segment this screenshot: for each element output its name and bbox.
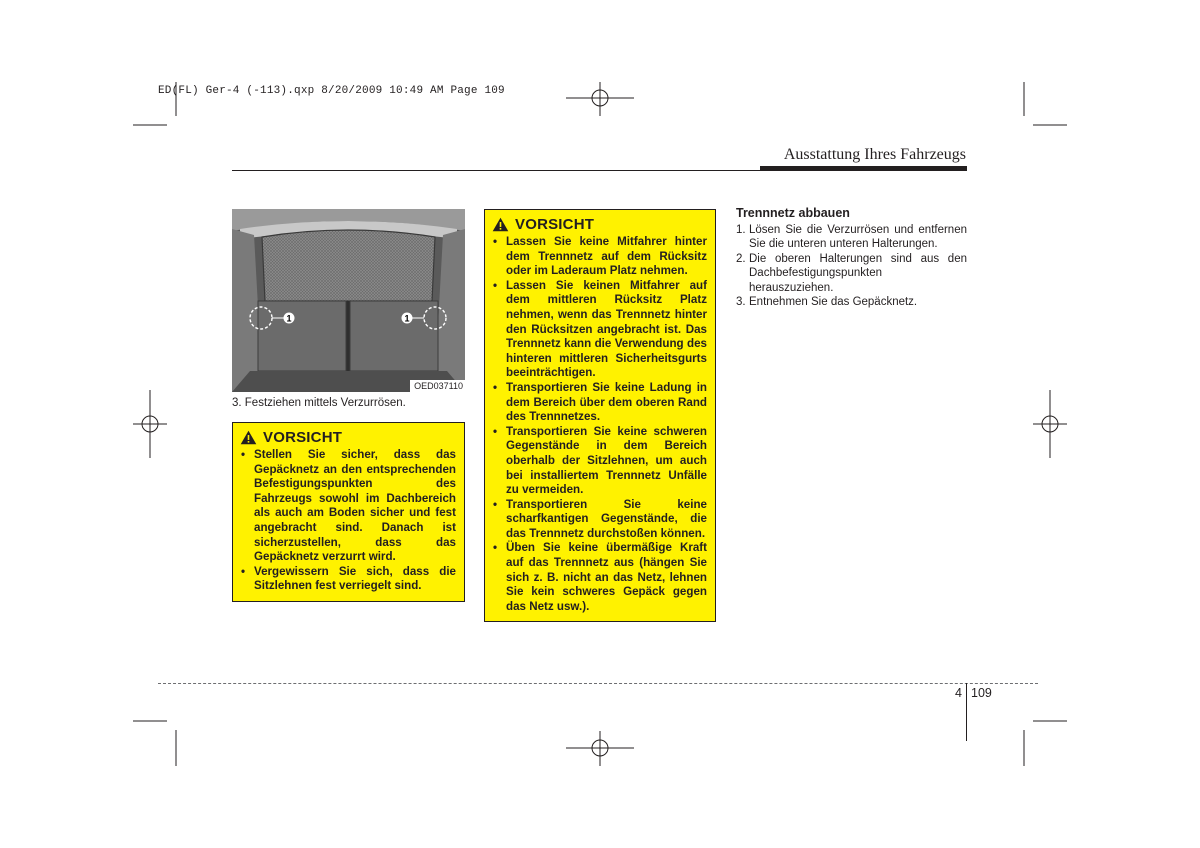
page-number-divider xyxy=(966,683,967,741)
registration-mark-right xyxy=(1033,390,1067,458)
registration-mark-left xyxy=(133,390,167,458)
removal-instructions xyxy=(736,206,967,309)
figure-code: OED037110 xyxy=(410,380,465,392)
step-item xyxy=(736,252,967,295)
warning-box-middle xyxy=(484,209,716,622)
warning-item: • Vergewissern Sie sich, dass die Sitzlehnen fest verriegelt sind. xyxy=(240,565,456,594)
warning-triangle-icon xyxy=(492,217,509,232)
warning-box-left xyxy=(232,422,465,602)
step-number: 1. xyxy=(736,224,746,236)
warning-list xyxy=(240,448,456,594)
warning-title: VORSICHT xyxy=(263,429,343,446)
cargo-area-illustration xyxy=(232,209,465,392)
footer-rule xyxy=(158,683,1038,684)
warning-item: • Lassen Sie keinen Mitfahrer auf dem mittleren Rücksitz Platz nehmen, wenn das Trennnetz hinter den Rücksitzen angebracht ist. Das Trennnetz kann die Verwendung des hinteren mittleren Sicherheitsgurts beeinträchtigen. xyxy=(492,279,707,381)
registration-mark-bottom xyxy=(566,731,634,766)
step-number: 2. xyxy=(736,252,746,265)
warning-item: • Transportieren Sie keine schweren Gegenstände in dem Bereich oberhalb der Sitzlehnen, um auch bei installiertem Trennnetz Unfälle zu vermeiden. xyxy=(492,425,707,498)
warning-item: • Stellen Sie sicher, dass das Gepäcknetz an den entsprechenden Befestigungspunkten des Fahrzeugs sowohl im Dachbereich als auch am Boden sicher und fest angebracht sind. Danach ist sicherzustellen, dass das Gepäcknetz verzurrt wird. xyxy=(240,448,456,565)
step-number: 3. xyxy=(736,296,746,309)
warning-item: • Transportieren Sie keine scharfkantigen Gegenstände, die das Trennnetz durchstoßen können. xyxy=(492,498,707,542)
chapter-number: 4 xyxy=(955,686,962,700)
warning-list xyxy=(492,235,707,614)
cargo-net-photo xyxy=(232,209,465,392)
step-text: Die oberen Halterungen sind aus den Dachbefestigungspunkten herauszuziehen. xyxy=(749,252,967,294)
warning-triangle-icon xyxy=(240,430,257,445)
removal-heading: Trennnetz abbauen xyxy=(736,206,850,220)
callout-1-left: 1 xyxy=(286,313,292,324)
warning-item: • Üben Sie keine übermäßige Kraft auf das Trennnetz aus (hängen Sie sich z. B. nicht an das Netz, lehnen Sie kein schweres Gepäck gegen das Netz usw.). xyxy=(492,541,707,614)
callout-1-right: 1 xyxy=(404,313,410,324)
step-text: Entnehmen Sie das Gepäcknetz. xyxy=(749,296,918,309)
step-item xyxy=(736,295,967,309)
step-item xyxy=(736,223,967,252)
warning-item: • Lassen Sie keine Mitfahrer hinter dem Trennnetz auf dem Rücksitz oder im Laderaum Platz nehmen. xyxy=(492,235,707,279)
header-rule-bar xyxy=(760,166,967,171)
page-number: 109 xyxy=(971,686,992,700)
removal-steps xyxy=(736,223,967,309)
print-slug: ED(FL) Ger-4 (-113).qxp 8/20/2009 10:49 AM Page 109 xyxy=(158,85,505,97)
warning-title: VORSICHT xyxy=(515,216,595,233)
figure-caption: 3. Festziehen mittels Verzurrösen. xyxy=(232,397,406,409)
warning-item: • Transportieren Sie keine Ladung in dem Bereich über dem oberen Rand des Trennnetzes. xyxy=(492,381,707,425)
step-text: Lösen Sie die Verzurrösen und entfernen Sie die unteren unteren Halterungen. xyxy=(749,224,967,251)
section-title: Ausstattung Ihres Fahrzeugs xyxy=(783,146,966,163)
registration-mark-top xyxy=(566,82,634,116)
